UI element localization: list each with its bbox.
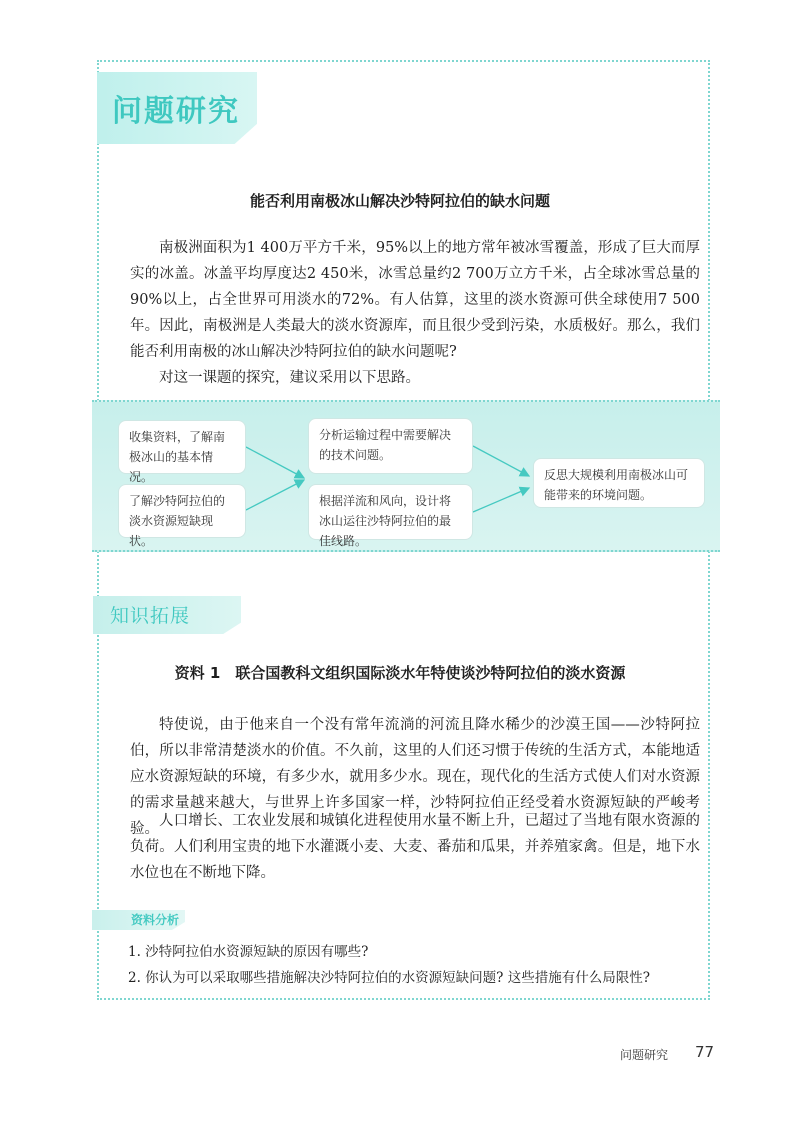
flow-box-tech-problems: 分析运输过程中需要解决的技术问题。 xyxy=(308,418,473,474)
material-paragraph: 特使说，由于他来自一个没有常年流淌的河流且降水稀少的沙漠王国——沙特阿拉伯，所以非常清楚淡水的价值。不久前，这里的人们还习惯于传统的生活方式，本能地适应水资源短缺的环境，有多少水，就用多少水。现在，现代化的生活方式使人们对水资源的需求量越来越大，与世界上许多国家一样，沙特阿拉伯正经受着水资源短缺的严峻考验。 xyxy=(130,717,700,837)
flow-box-shortage-status: 了解沙特阿拉伯的淡水资源短缺现状。 xyxy=(118,484,246,538)
flow-box-collect-info: 收集资料，了解南极冰山的基本情况。 xyxy=(118,420,246,474)
footer-label: 问题研究 xyxy=(620,1048,669,1062)
material-title: 资料 1 联合国教科文组织国际淡水年特使谈沙特阿拉伯的淡水资源 xyxy=(174,664,626,682)
flow-box-environment: 反思大规模利用南极冰山可能带来的环境问题。 xyxy=(533,458,705,508)
flow-box-best-route: 根据洋流和风向，设计将冰山运往沙特阿拉伯的最佳线路。 xyxy=(308,484,473,540)
analysis-question: 2. 你认为可以采取哪些措施解决沙特阿拉伯的水资源短缺问题? 这些措施有什么局限性? xyxy=(128,970,650,986)
page-number: 77 xyxy=(695,1043,715,1061)
knowledge-title: 知识拓展 xyxy=(110,605,191,627)
research-title: 能否利用南极冰山解决沙特阿拉伯的缺水问题 xyxy=(249,192,550,210)
research-paragraph: 对这一课题的探究，建议采用以下思路。 xyxy=(159,370,420,386)
analysis-question: 1. 沙特阿拉伯水资源短缺的原因有哪些? xyxy=(128,944,369,960)
analysis-title: 资料分析 xyxy=(131,913,180,927)
research-paragraph: 南极洲面积为1 400万平方千米，95%以上的地方常年被冰雪覆盖，形成了巨大而厚实的冰盖。冰盖平均厚度达2 450米，冰雪总量约2 700万立方千米，占全球冰雪总量的90%以上，占全世界可用淡水的72%。有人估算，这里的淡水资源可供全球使用7 500年。因此，南极洲是人类最大的淡水资源库，而且很少受到污染，水质极好。那么，我们能否利用南极的冰山解决沙特阿拉伯的缺水问题呢? xyxy=(130,240,700,360)
material-paragraph: 人口增长、工农业发展和城镇化进程使用水量不断上升，已超过了当地有限水资源的负荷。人们利用宝贵的地下水灌溉小麦、大麦、番茄和瓜果，并养殖家禽。但是，地下水水位也在不断地下降。 xyxy=(130,813,700,881)
section-title: 问题研究 xyxy=(112,94,240,129)
